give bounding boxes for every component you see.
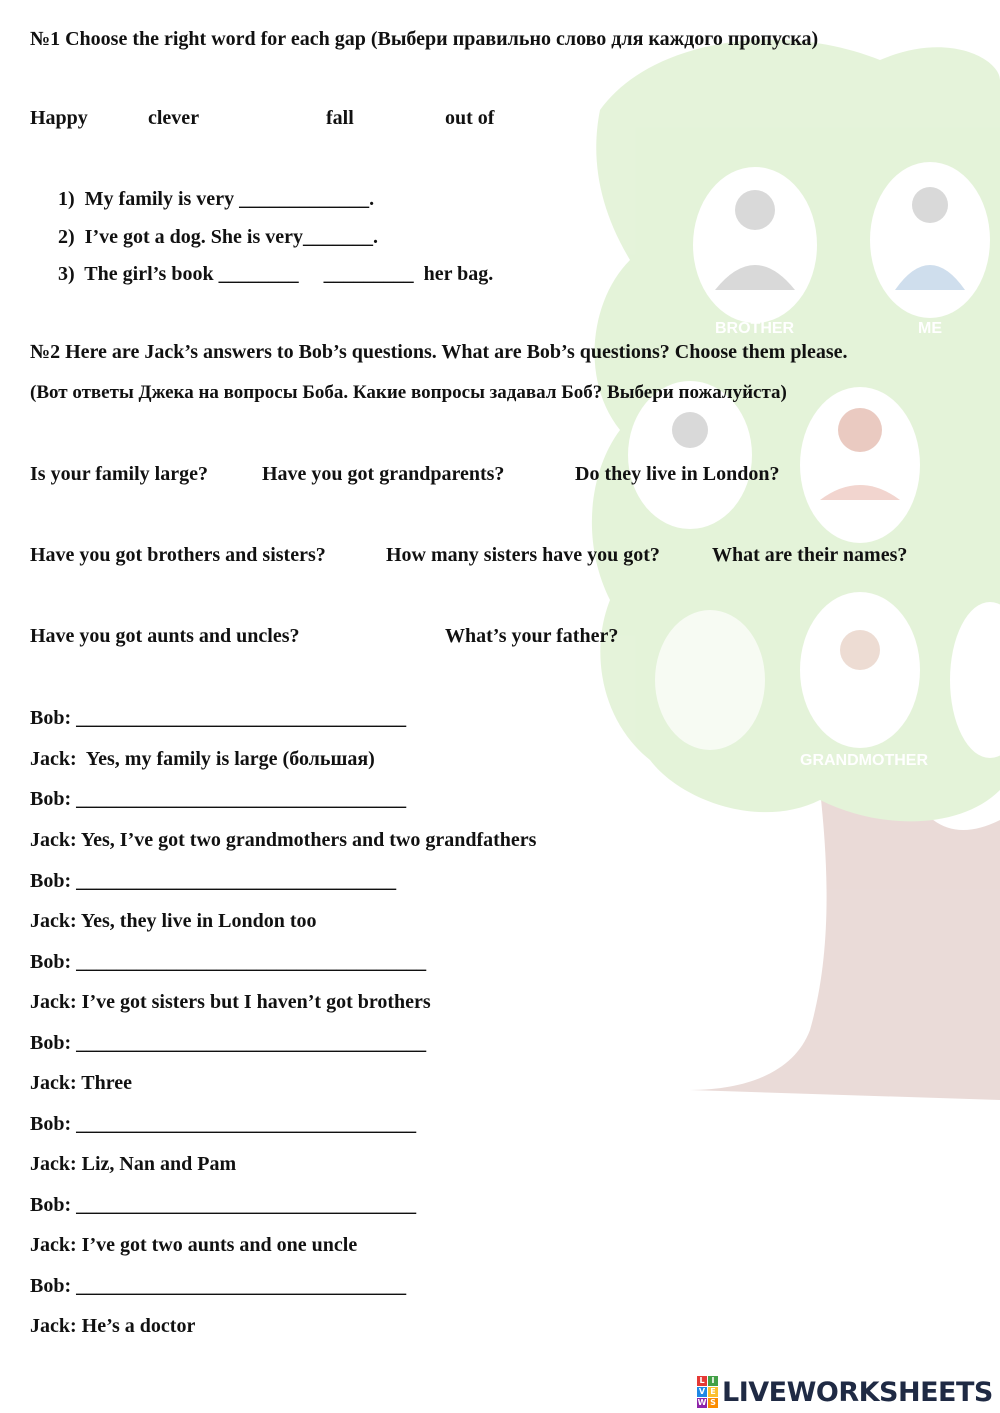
bob-answer-line[interactable]: Bob: __________________________________ [30, 1113, 417, 1135]
bob-answer-line[interactable]: Bob: __________________________________ [30, 1194, 417, 1216]
task1-title: №1 Choose the right word for each gap (Выбери правильно слово для каждого пропуска) [30, 28, 819, 50]
jack-line: Jack: I’ve got sisters but I haven’t got brothers [30, 991, 431, 1013]
jack-line: Jack: Three [30, 1072, 133, 1094]
word-happy: Happy [30, 107, 88, 129]
label-grandmother: GRANDMOTHER [800, 752, 928, 769]
logo-letter: S [708, 1398, 718, 1408]
jack-line: Jack: He’s a doctor [30, 1315, 196, 1337]
task1-item-1: 1) My family is very _____________. [58, 188, 375, 210]
word-clever: clever [148, 107, 200, 129]
jack-line: Jack: Yes, I’ve got two grandmothers and two grandfathers [30, 829, 537, 851]
logo-letter: E [708, 1387, 718, 1397]
jack-line: Jack: Yes, they live in London too [30, 910, 317, 932]
logo-letter: W [697, 1398, 707, 1407]
jack-line: Jack: Liz, Nan and Pam [30, 1153, 237, 1175]
bob-answer-line[interactable]: Bob: ___________________________________ [30, 1032, 427, 1054]
question-option: Have you got aunts and uncles? [30, 625, 300, 647]
task2-title-ru: (Вот ответы Джека на вопросы Боба. Какие вопросы задавал Боб? Выбери пожалуйста) [30, 382, 787, 403]
jack-line: Jack: I’ve got two aunts and one uncle [30, 1234, 358, 1256]
liveworksheets-logo[interactable] [697, 1375, 993, 1409]
label-brother: BROTHER [715, 320, 795, 337]
label-me: ME [918, 320, 942, 337]
question-option: What’s your father? [445, 625, 619, 647]
bob-answer-line[interactable]: Bob: _________________________________ [30, 788, 407, 810]
task1-item-2: 2) I’ve got a dog. She is very_______. [58, 226, 378, 248]
portrait-me [870, 162, 990, 318]
question-option: Have you got brothers and sisters? [30, 544, 326, 566]
question-option: Have you got grandparents? [262, 463, 505, 485]
bob-answer-line[interactable]: Bob: _________________________________ [30, 1275, 407, 1297]
task1-item-3: 3) The girl’s book ________ _________ her bag. [58, 263, 494, 285]
word-fall: fall [326, 107, 354, 129]
bob-answer-line[interactable]: Bob: _________________________________ [30, 707, 407, 729]
logo-text: LIVEWORKSHEETS [722, 1376, 993, 1408]
word-out-of: out of [445, 107, 495, 129]
question-option: Do they live in London? [575, 463, 780, 485]
question-option: What are their names? [712, 544, 908, 566]
bob-answer-line[interactable]: Bob: ________________________________ [30, 870, 397, 892]
task2-title-en: №2 Here are Jack’s answers to Bob’s questions. What are Bob’s questions? Choose them please. [30, 341, 848, 363]
jack-line: Jack: Yes, my family is large (большая) [30, 748, 375, 770]
logo-mark-icon [697, 1376, 718, 1408]
logo-letter: V [698, 1387, 706, 1396]
question-option: How many sisters have you got? [386, 544, 660, 566]
bob-answer-line[interactable]: Bob: ___________________________________ [30, 951, 427, 973]
tree-trunk [690, 790, 1000, 1100]
logo-letter: I [708, 1376, 718, 1386]
question-option: Is your family large? [30, 463, 208, 485]
logo-letter: L [697, 1376, 707, 1386]
portrait-lower-left [655, 610, 765, 750]
